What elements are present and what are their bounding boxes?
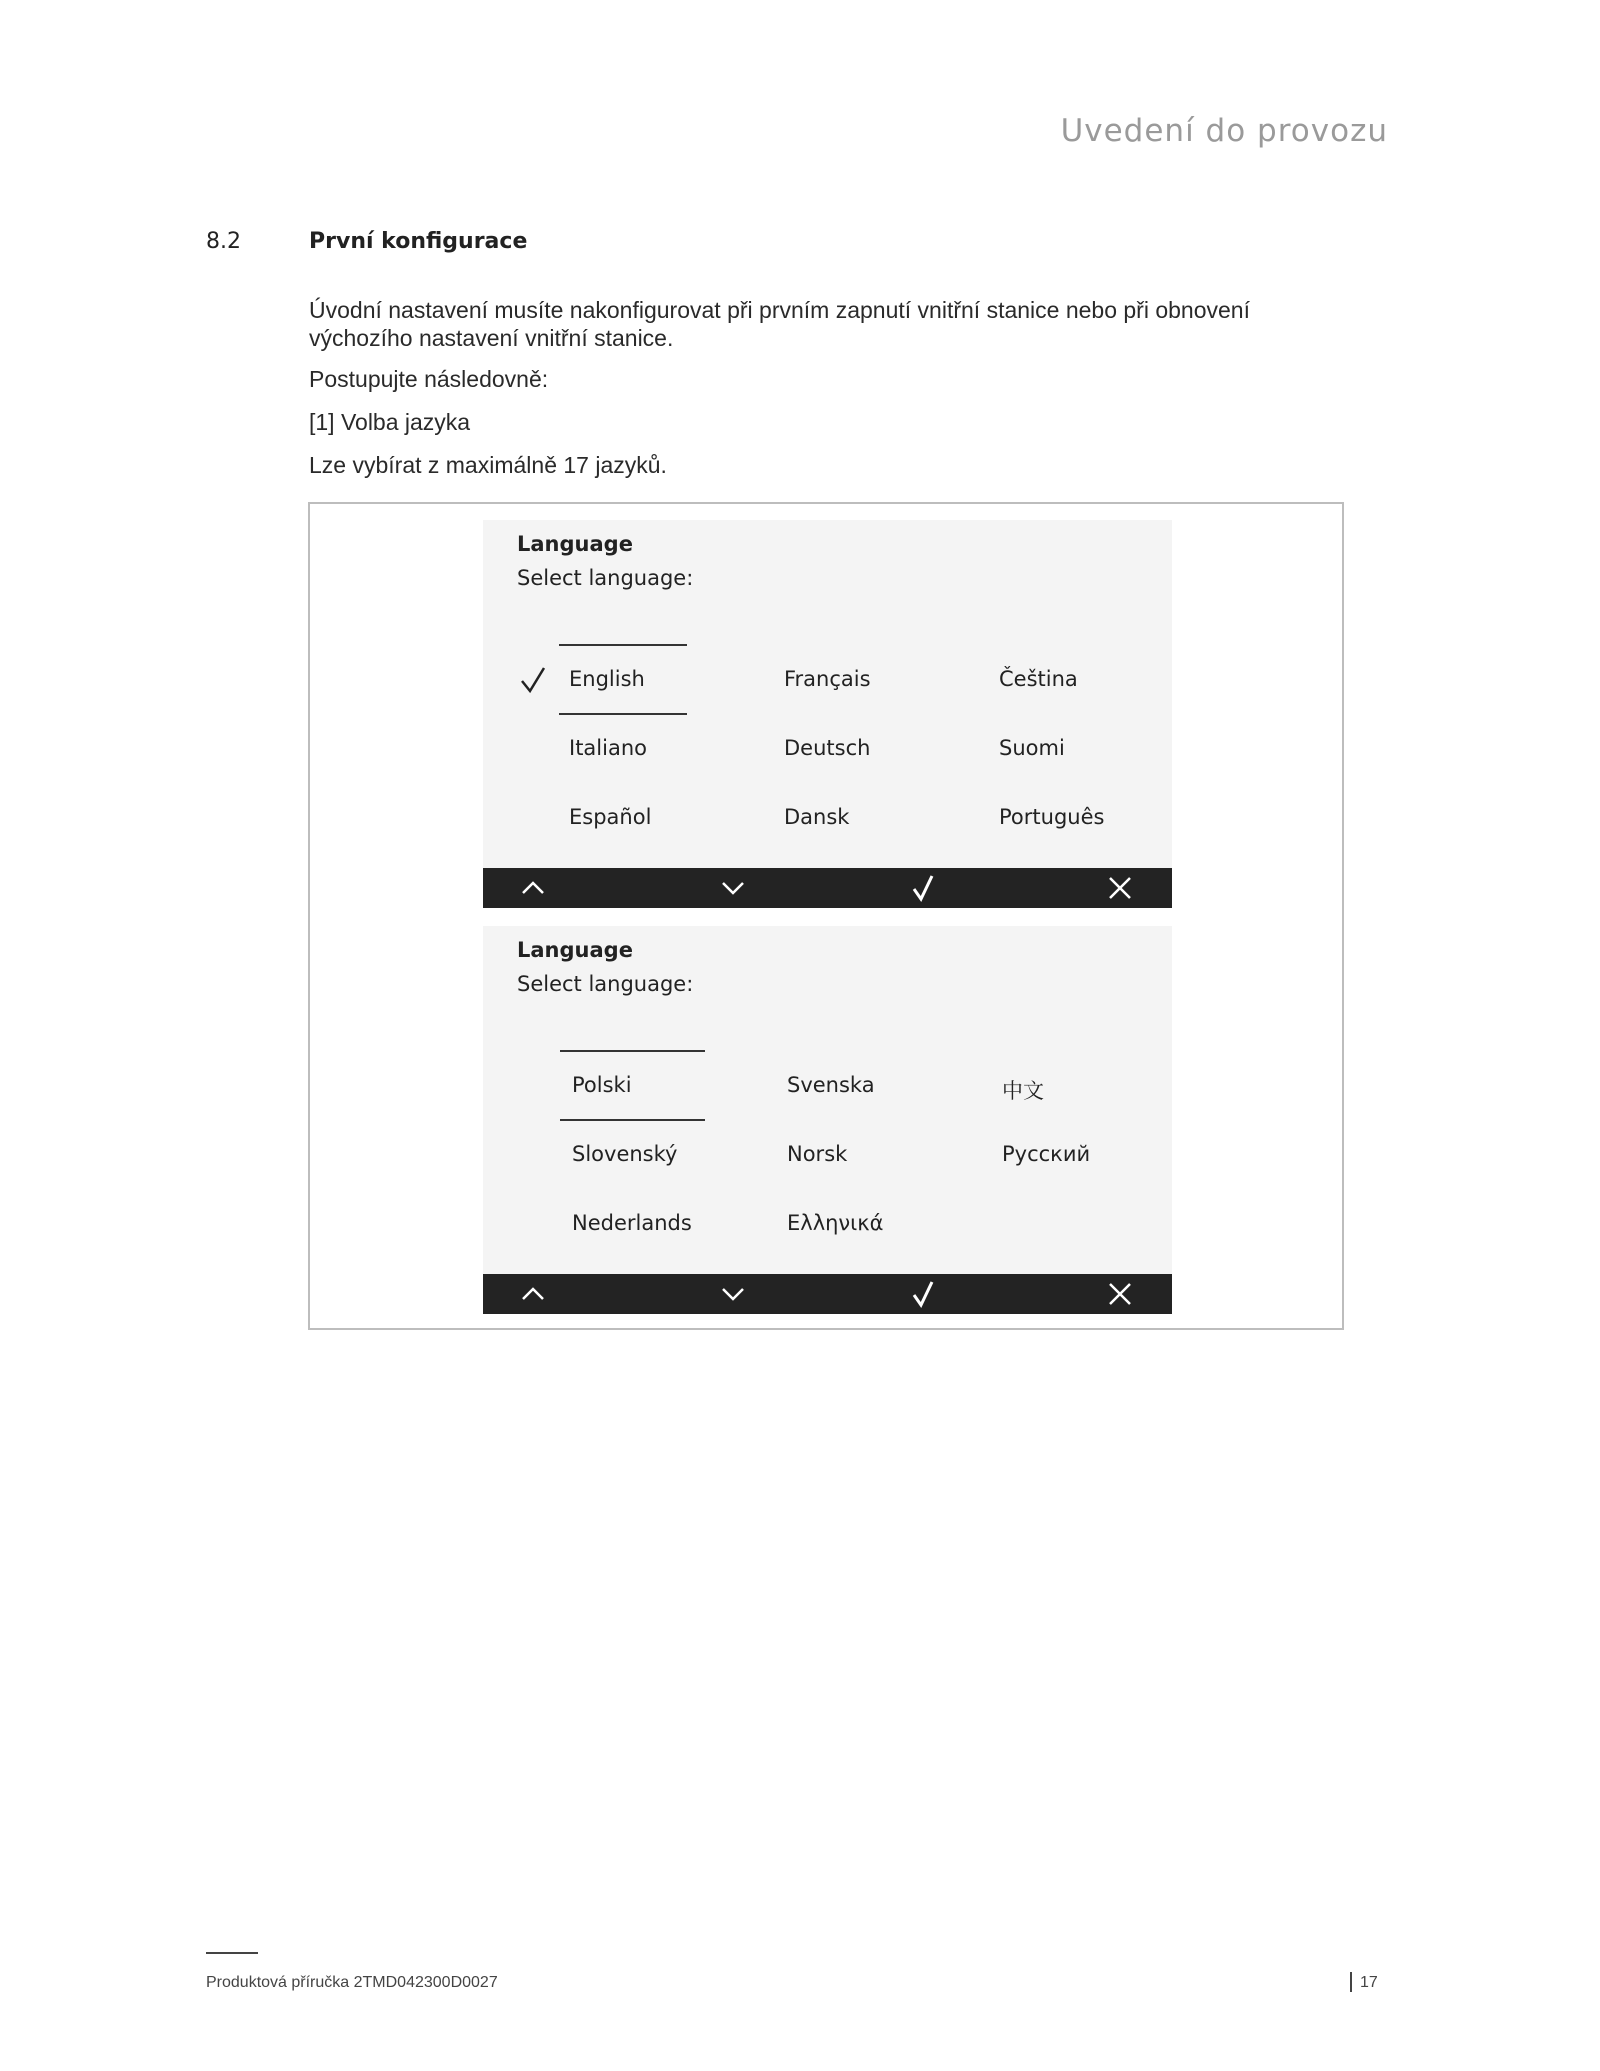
- selection-line-top: [560, 1050, 705, 1052]
- selection-line-bottom: [560, 1119, 705, 1121]
- confirm-button[interactable]: [908, 1279, 938, 1309]
- language-option[interactable]: Nederlands: [572, 1211, 692, 1235]
- close-icon: [1105, 873, 1135, 903]
- selected-check-icon: [519, 665, 547, 695]
- language-option[interactable]: Norsk: [787, 1142, 848, 1166]
- confirm-button[interactable]: [908, 873, 938, 903]
- instruction-text: Postupujte následovně:: [309, 366, 549, 392]
- language-screen-2: [483, 926, 1172, 1314]
- step-1: [1] Volba jazyka: [309, 409, 471, 435]
- cancel-button[interactable]: [1105, 1279, 1135, 1309]
- screen-title: Language: [517, 938, 633, 962]
- section-number: 8.2: [206, 229, 241, 254]
- language-option[interactable]: Ελληνικά: [787, 1211, 884, 1235]
- language-option[interactable]: Português: [999, 805, 1105, 829]
- language-option[interactable]: English: [569, 667, 645, 691]
- footer-divider: [206, 1952, 258, 1954]
- up-button[interactable]: [518, 1279, 548, 1309]
- page-number-divider: [1350, 1972, 1352, 1992]
- language-screens-figure: [308, 502, 1344, 1330]
- language-option[interactable]: Русский: [1002, 1142, 1091, 1166]
- close-icon: [1105, 1279, 1135, 1309]
- selection-line-bottom: [559, 713, 687, 715]
- chevron-up-icon: [518, 1279, 548, 1309]
- section-title: První konfigurace: [309, 229, 528, 254]
- language-option[interactable]: Deutsch: [784, 736, 871, 760]
- selection-line-top: [559, 644, 687, 646]
- down-button[interactable]: [718, 1279, 748, 1309]
- screen-title: Language: [517, 532, 633, 556]
- chapter-title: Uvedení do provozu: [1060, 113, 1388, 149]
- language-option[interactable]: Italiano: [569, 736, 647, 760]
- screen-toolbar: [483, 1274, 1172, 1314]
- checkmark-icon: [908, 873, 938, 903]
- language-option[interactable]: Suomi: [999, 736, 1065, 760]
- page-number: 17: [1360, 1974, 1378, 1991]
- screen-subtitle: Select language:: [517, 972, 694, 996]
- screen-toolbar: [483, 868, 1172, 908]
- cancel-button[interactable]: [1105, 873, 1135, 903]
- language-option[interactable]: Čeština: [999, 667, 1078, 691]
- language-option[interactable]: Svenska: [787, 1073, 875, 1097]
- chevron-down-icon: [718, 873, 748, 903]
- language-option[interactable]: Polski: [572, 1073, 632, 1097]
- language-limit-note: Lze vybírat z maximálně 17 jazyků.: [309, 452, 667, 478]
- language-option[interactable]: Español: [569, 805, 652, 829]
- language-option[interactable]: Français: [784, 667, 871, 691]
- intro-paragraph: Úvodní nastavení musíte nakonfigurovat při prvním zapnutí vnitřní stanice nebo při obnovení výchozího nastavení vnitřní stanice.: [309, 297, 1250, 351]
- footer-document-title: Produktová příručka 2TMD042300D0027: [206, 1974, 498, 1991]
- language-screen-1: [483, 520, 1172, 908]
- language-option[interactable]: Dansk: [784, 805, 850, 829]
- screen-subtitle: Select language:: [517, 566, 694, 590]
- chevron-up-icon: [518, 873, 548, 903]
- language-option[interactable]: 中文: [1002, 1079, 1044, 1103]
- language-option[interactable]: Slovenský: [572, 1142, 678, 1166]
- checkmark-icon: [908, 1279, 938, 1309]
- up-button[interactable]: [518, 873, 548, 903]
- down-button[interactable]: [718, 873, 748, 903]
- chevron-down-icon: [718, 1279, 748, 1309]
